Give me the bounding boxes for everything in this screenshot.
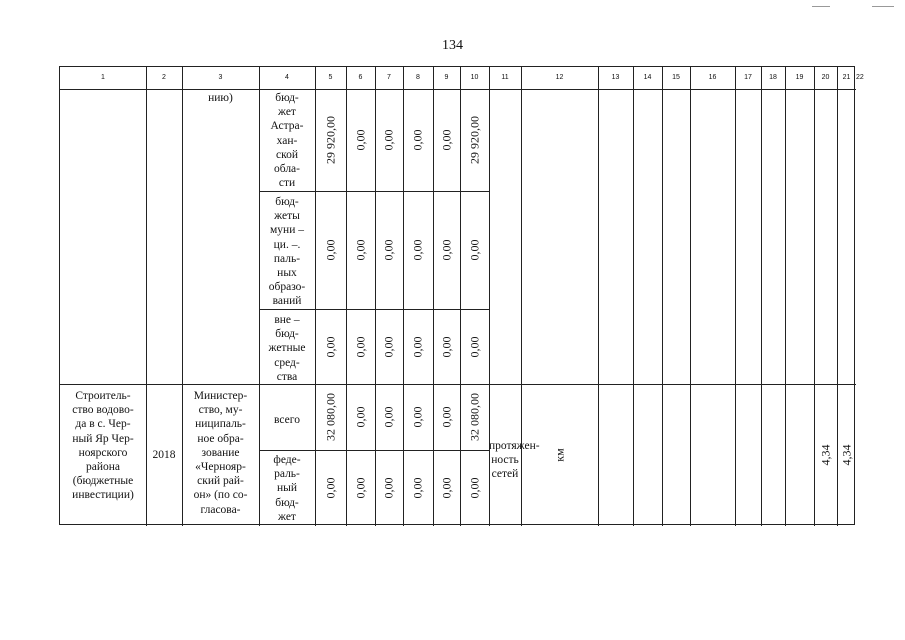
text-line: вне – [274,314,300,326]
funding-value: 0,00 [381,477,396,499]
text-line: феде- [273,454,301,466]
text-line: хан- [276,134,298,147]
text-line: бюд- [275,328,299,341]
funding-value: 0,00 [439,129,453,151]
column-rule [690,67,691,526]
column-number: 6 [358,74,363,81]
column-rule [346,67,347,526]
funding-value: 0,00 [410,239,425,261]
column-rule [785,67,786,526]
column-number: 12 [555,74,564,81]
funding-value: 0,00 [410,406,425,428]
text-line: зование [201,446,240,459]
text-line: он» (по со- [193,489,248,502]
text-line: ное обра- [197,432,244,445]
column-number: 19 [795,74,804,81]
funding-value: 0,00 [381,336,396,357]
funding-value: 0,00 [323,239,337,261]
column-number: 5 [328,74,333,81]
funding-value: 0,00 [439,477,453,499]
column-number: 2 [162,74,166,81]
funding-value: 0,00 [381,406,396,428]
budget-table [59,66,864,525]
funding-value: 0,00 [439,239,453,261]
column-rule [633,67,634,526]
column-number: 9 [444,74,449,81]
column-rule [433,67,434,526]
row-rule [60,384,856,385]
text-line: Астра- [270,120,304,133]
text-line: ниципаль- [195,418,246,431]
column-rule [375,67,376,526]
project-executor [182,389,259,517]
project-name [60,389,146,503]
funding-value: 0,00 [467,336,481,357]
text-line: сти [278,177,296,190]
row-rule [259,191,489,192]
text-line: ство, му- [198,404,243,417]
funding-value: 29 920,00 [467,116,481,164]
row-rule [259,450,489,451]
indicator-unit: км [552,448,566,462]
column-rule [761,67,762,526]
text-line: ци. –. [273,238,301,251]
text-line: Строитель- [75,390,131,402]
text-line: паль- [273,252,301,265]
column-rule [814,67,815,526]
funding-value: 0,00 [323,336,337,357]
text-line: жет [278,510,296,523]
text-line: ный [276,482,298,495]
column-rule [521,67,522,526]
column-rule [460,67,461,526]
text-line: образо- [268,281,306,294]
column-number: 17 [744,74,752,81]
text-line: бюд- [275,92,299,104]
column-number: 13 [611,74,620,81]
funding-value: 0,00 [467,477,481,499]
funding-source [259,91,315,190]
indicator-name [489,439,540,482]
funding-source [259,453,315,524]
text-line: раль- [274,468,300,481]
column-number: 21 [842,74,851,81]
funding-source [259,313,315,384]
column-number: 1 [101,74,105,81]
text-line: жет [278,106,296,119]
funding-value: 0,00 [410,336,425,357]
column-rule [598,67,599,526]
funding-value: 0,00 [353,129,367,151]
text-line: (бюджетные [72,475,134,488]
text-line: ваний [272,295,302,308]
funding-value: 0,00 [439,336,453,357]
text-line: ский рай- [197,475,244,488]
funding-value: 29 920,00 [323,116,337,164]
column-number: 11 [501,74,509,81]
column-rule [662,67,663,526]
column-number: 10 [470,74,479,81]
text-line: обла- [274,163,300,176]
text-line: ный Яр Чер- [72,432,134,445]
funding-value: 0,00 [439,406,453,428]
text-line: «Чернояр- [195,461,246,474]
funding-value: 0,00 [467,239,481,261]
text-line: 2018 [152,449,176,461]
funding-value: 0,00 [410,477,425,499]
funding-source [259,413,315,427]
funding-value: 0,00 [381,129,396,151]
funding-value: 0,00 [353,477,367,499]
text-line: всего [274,414,300,426]
text-line: района [85,461,121,474]
funding-value: 0,00 [353,406,367,428]
text-line: муни – [270,224,304,237]
column-number: 16 [708,74,717,81]
text-line: инвестиции) [72,489,134,502]
text-line: ных [277,267,297,280]
project-year [146,448,182,462]
text-line: жетные [268,342,306,355]
column-rule [403,67,404,526]
column-number: 18 [769,74,777,81]
scan-mark [812,6,830,7]
funding-source [259,195,315,309]
funding-value: 0,00 [410,129,425,151]
column-rule [837,67,838,526]
text-line: бюд- [275,496,299,509]
header-rule [60,89,856,90]
column-rule [315,67,316,526]
text-line: ство водово- [72,404,134,417]
column-number: 7 [387,74,391,81]
funding-value: 0,00 [381,239,396,261]
scan-mark [872,6,894,7]
text-line: ства [276,370,298,383]
indicator-value: 4,34 [818,444,832,466]
text-line: ность сетей [491,454,519,481]
text-line: ноярского [78,446,128,459]
funding-value: 32 080,00 [467,393,481,441]
text-line: жеты [274,210,300,223]
funding-value: 0,00 [323,477,337,499]
funding-value: 0,00 [353,336,367,357]
funding-value: 32 080,00 [323,393,337,441]
row-rule [259,309,489,310]
text-line: бюд- [275,196,299,208]
page-number: 134 [442,38,463,53]
text-line: да в с. Чер- [75,418,131,431]
column-rule [735,67,736,526]
column-number: 14 [643,74,652,81]
text-line: нию) [208,92,233,104]
executor-continuation [182,91,259,105]
funding-value: 0,00 [353,239,367,261]
indicator-value: 4,34 [839,444,853,466]
column-number: 20 [821,74,830,81]
column-number: 4 [285,74,289,81]
column-number: 3 [218,74,223,81]
text-line: гласова- [200,503,241,516]
column-number: 22 [856,74,864,81]
text-line: ской [275,148,298,161]
text-line: Министер- [193,390,248,402]
text-line: протяжен- [489,440,540,452]
column-number: 15 [672,74,680,81]
column-number: 8 [416,74,420,81]
text-line: сред- [274,356,300,369]
